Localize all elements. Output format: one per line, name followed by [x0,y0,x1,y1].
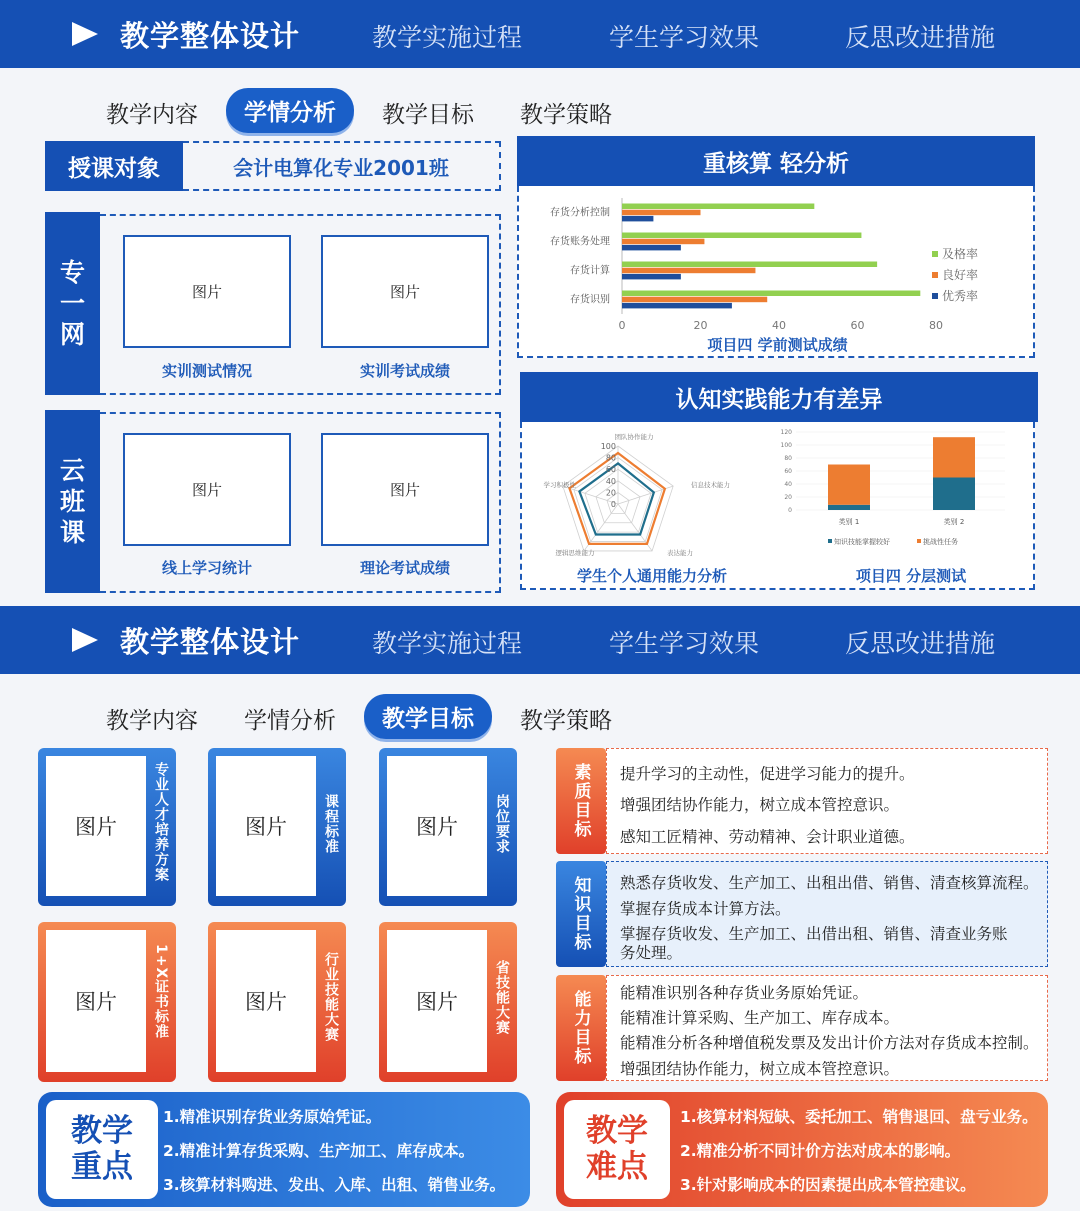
radar-tick: 100 [600,442,616,451]
radar-tick: 80 [605,453,616,463]
target-label: 授课对象 [45,141,183,191]
caption-training-test: 实训测试情况 [161,362,252,380]
x-tick-label: 40 [772,319,786,332]
key-point-line: 2.精准计算存货采购、生产加工、库存成本。 [163,1142,475,1160]
radar-tick: 40 [605,476,616,486]
photo-placeholder: 图片 [387,756,487,896]
key-point-line: 1.精准识别存货业务原始凭证。 [163,1108,382,1126]
legend-swatch [932,272,938,278]
chart2-heading: 认知实践能力有差异 [520,372,1038,422]
radar-axis-label: 信息技术能力 [691,481,730,489]
goal-tag-ability: 能力目标 [556,975,606,1081]
bar-segment [828,465,870,505]
photo-placeholder: 图片 [123,235,291,348]
bar [622,216,653,222]
photo-placeholder: 图片 [216,756,316,896]
y-tick-label: 20 [784,494,792,501]
card-1x-certificate[interactable] [38,922,176,1082]
caption-theory-score: 理论考试成绩 [359,559,450,577]
goal-line: 务处理。 [620,944,683,962]
radar-axis-label: 逻辑思维能力 [555,549,595,557]
subnav-strategy[interactable]: 教学策略 [520,708,612,734]
x-tick-label: 80 [929,319,943,332]
bar [622,210,701,216]
badge-line: 教学 [71,1112,133,1149]
legend-swatch [932,251,938,257]
bar [622,297,767,303]
radar-caption: 学生个人通用能力分析 [576,567,727,585]
goal-line: 能精准计算采购、生产加工、库存成本。 [620,1009,900,1027]
radar-tick: 60 [605,465,616,475]
card-label: 1+X证书标准 [153,944,169,1040]
goal-line: 感知工匠精神、劳动精神、会计职业道德。 [620,828,915,846]
header-tab-effect[interactable]: 学生学习效果 [609,629,760,658]
legend-swatch [828,539,832,543]
radar-axis-label: 表达能力 [667,549,693,557]
goal-line: 掌握存货成本计算方法。 [620,900,791,918]
radar-series [569,453,664,544]
difficult-point-line: 3.针对影响成本的因素提出成本管控建议。 [680,1176,976,1194]
subnav-strategy[interactable]: 教学策略 [520,102,612,128]
y-tick-label: 100 [780,442,792,449]
y-tick-label: 存货识别 [570,294,610,306]
subnav-analysis-active[interactable]: 学情分析 [226,88,354,133]
sub-nav [0,82,1080,142]
sidebar-zyw-char: 专 [59,257,85,287]
photo-placeholder: 图片 [321,433,489,546]
x-tick-label: 60 [850,319,865,332]
goal-line: 能精准识别各种存货业务原始凭证。 [620,984,869,1002]
photo-placeholder: 图片 [46,930,146,1072]
bar-segment [933,437,975,477]
card-talent-plan[interactable] [38,748,176,906]
y-tick-label: 存货账务处理 [550,236,610,248]
sidebar-ybk [45,410,100,593]
badge-line: 教学 [586,1112,648,1149]
goal-line: 提升学习的主动性，促进学习能力的提升。 [620,765,915,783]
difficult-points-badge [564,1100,670,1199]
card-label: 岗位要求 [494,794,510,854]
goal-line: 熟悉存货收发、生产加工、出租出借、销售、清查核算流程。 [620,874,1039,892]
card-course-standard[interactable] [208,748,346,906]
legend-label: 优秀率 [942,289,979,303]
difficult-points-panel [556,1092,1048,1207]
header-tab-implementation[interactable]: 教学实施过程 [372,23,523,52]
card-job-requirement[interactable] [379,748,517,906]
photo-placeholder: 图片 [216,930,316,1072]
caption-online-stats: 线上学习统计 [161,559,252,577]
stack-caption: 项目四 分层测试 [855,567,967,585]
top-header [0,0,1080,68]
sidebar-ybk-char: 云 [59,455,85,485]
photo-placeholder: 图片 [387,930,487,1072]
subnav-goals-active[interactable]: 教学目标 [364,694,492,739]
header-title[interactable]: 教学整体设计 [120,625,301,659]
radar-tick: 20 [605,488,616,498]
sidebar-zyw-char: 网 [59,320,85,350]
subnav-content[interactable]: 教学内容 [106,708,198,734]
legend-label: 及格率 [942,247,979,261]
goal-line: 增强团结协作能力，树立成本管控意识。 [620,796,900,814]
bar [622,204,814,210]
sidebar-zyw-char: 一 [59,288,85,318]
goal-tag-quality: 素质目标 [556,748,606,854]
photo-placeholder: 图片 [321,235,489,348]
bar [622,268,755,274]
header-tab-reflection[interactable]: 反思改进措施 [845,23,996,52]
key-point-line: 3.核算材料购进、发出、入库、出租、销售业务。 [163,1176,506,1194]
subnav-analysis[interactable]: 学情分析 [244,708,336,734]
chart1-heading: 重核算 轻分析 [517,136,1035,186]
radar-axis-label: 学习积极性 [543,481,576,489]
difficult-point-line: 2.精准分析不同计价方法对成本的影响。 [680,1142,961,1160]
card-province-contest[interactable] [379,922,517,1082]
y-tick-label: 80 [784,455,792,462]
play-icon [72,628,98,652]
header-title[interactable]: 教学整体设计 [120,19,301,53]
y-tick-label: 存货分析控制 [550,207,610,219]
key-points-panel [38,1092,530,1207]
card-label: 行业技能大赛 [323,952,339,1042]
stacked-bar-layered-test [770,424,1030,559]
second-header [0,606,1080,674]
sidebar-ybk-char: 课 [59,518,85,548]
bar [622,245,681,251]
caption-training-score: 实训考试成绩 [359,362,450,380]
subnav-goals[interactable]: 教学目标 [382,102,474,128]
difficult-point-line: 1.核算材料短缺、委托加工、销售退回、盘亏业务。 [680,1108,1038,1126]
radar-tick: 0 [610,500,616,509]
y-tick-label: 40 [784,481,792,488]
bar [622,239,704,245]
y-tick-label: 120 [780,429,792,436]
bar [622,291,920,297]
sidebar-zyw [45,212,100,395]
play-icon [72,22,98,46]
bar [622,262,877,268]
radar-axis-label: 团队协作能力 [614,433,654,441]
header-tab-implementation[interactable]: 教学实施过程 [372,629,523,658]
legend-swatch [917,539,921,543]
photo-placeholder: 图片 [123,433,291,546]
bar-segment [828,505,870,510]
y-tick-label: 存货计算 [570,265,610,277]
goal-line: 能精准分析各种增值税发票及发出计价方法对存货成本控制。 [620,1034,1039,1052]
y-tick-label: 60 [784,468,792,475]
bar-segment [933,478,975,511]
subnav-content[interactable]: 教学内容 [106,102,198,128]
legend-label: 良好率 [942,268,979,282]
target-value: 会计电算化专业2001班 [183,141,501,191]
badge-line: 重点 [71,1148,133,1185]
card-label: 专业人才培养方案 [153,762,169,882]
x-tick-label: 0 [618,319,626,332]
key-points-badge [46,1100,158,1199]
card-label: 省技能大赛 [494,960,510,1035]
legend-label: 知识技能掌握较好 [834,538,890,546]
goal-tag-knowledge: 知识目标 [556,861,606,967]
card-label: 课程标准 [323,794,339,854]
sidebar-ybk-char: 班 [59,486,85,516]
radar-chart-ability [530,424,770,564]
x-tick-label: 类别 1 [838,518,860,526]
header-tab-effect[interactable]: 学生学习效果 [609,23,760,52]
x-tick-label: 20 [693,319,708,332]
bar [622,233,861,239]
legend-swatch [932,293,938,299]
bar-chart-pretest [519,188,1033,356]
bar [622,303,732,309]
chart1-caption: 项目四 学前测试成绩 [707,336,848,354]
badge-line: 难点 [586,1148,648,1185]
goal-line: 掌握存货收发、生产加工、出借出租、销售、清查业务账 [620,925,1008,943]
x-tick-label: 类别 2 [943,518,965,526]
goal-line: 增强团结协作能力，树立成本管控意识。 [620,1060,900,1078]
photo-placeholder: 图片 [46,756,146,896]
card-industry-contest[interactable] [208,922,346,1082]
y-tick-label: 0 [788,507,792,514]
sub-nav-2 [0,688,1080,748]
bar [622,274,681,280]
header-tab-reflection[interactable]: 反思改进措施 [845,629,996,658]
legend-label: 挑战性任务 [923,538,958,546]
